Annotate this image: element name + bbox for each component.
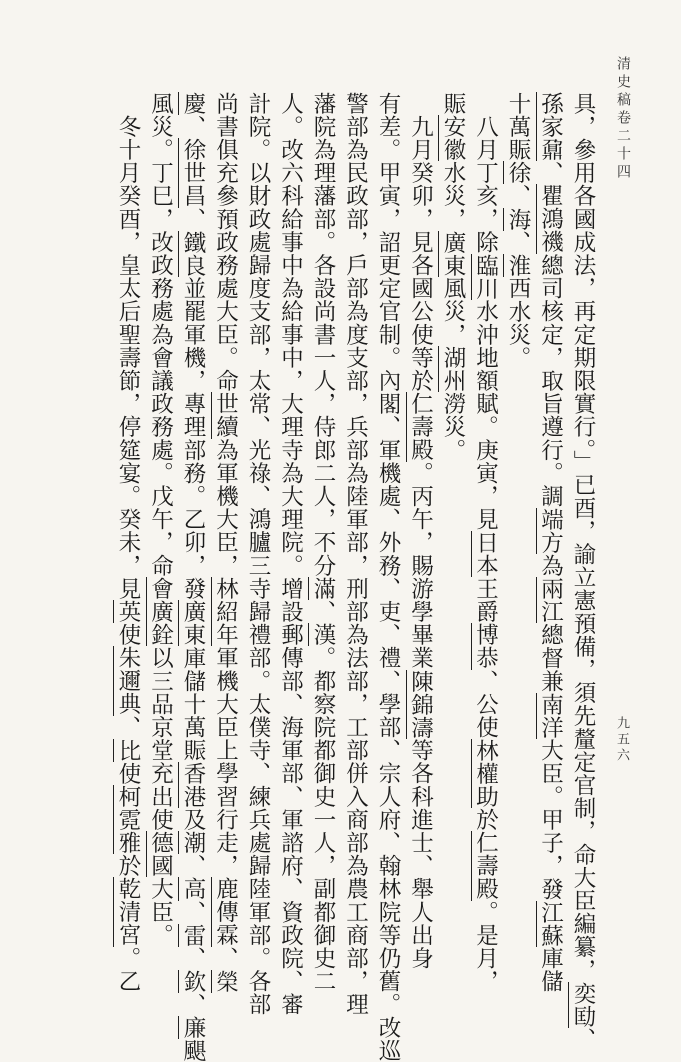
text-column	[437, 92, 470, 972]
text-column	[242, 92, 275, 1016]
proper-noun: 臨川	[472, 253, 499, 300]
proper-noun: 會廣銓	[147, 577, 174, 647]
proper-noun: 淮	[505, 253, 531, 277]
text-segment: 尚書俱充參預政務處大臣。命	[212, 92, 239, 393]
text-segment: 大臣。甲子，發	[537, 738, 564, 901]
text-segment: 風災，	[440, 276, 466, 347]
text-segment: 使	[115, 623, 141, 647]
text-segment: 水沖地額賦。庚寅，見	[472, 299, 499, 531]
proper-noun: 鹿傳霖	[212, 877, 239, 947]
proper-noun: 林紹年	[212, 577, 239, 647]
text-column	[502, 92, 535, 972]
proper-noun: 徐	[505, 161, 531, 185]
text-segment: 十萬賑	[505, 92, 531, 162]
text-segment: 並罷軍機，專理部務。乙卯，發	[180, 276, 206, 601]
text-segment: 颶	[180, 1039, 206, 1062]
proper-noun: 徐世昌	[180, 138, 206, 208]
text-segment: 王爵	[472, 577, 499, 624]
text-segment: 。乙	[115, 946, 141, 993]
text-segment: 總督兼	[537, 623, 564, 693]
proper-noun: 兩江	[537, 577, 564, 624]
text-column	[372, 92, 405, 1062]
proper-noun: 孫家鼐	[537, 92, 564, 162]
proper-noun: 江蘇	[537, 900, 564, 947]
text-segment: 。丙午，賜游學畢業	[407, 461, 434, 670]
text-column	[274, 92, 307, 1016]
proper-noun: 端方	[537, 507, 564, 555]
page-number: 九五六	[614, 716, 629, 764]
proper-noun: 林權助	[472, 738, 499, 809]
proper-noun: 瞿鴻禨	[537, 184, 564, 254]
proper-noun: 滿	[310, 577, 336, 601]
text-column	[177, 92, 210, 1062]
text-segment: 、	[180, 854, 206, 878]
text-segment: 、	[180, 900, 206, 924]
text-segment: 。都察院都御史一人，副都御史二	[310, 646, 336, 993]
text-segment: 八月丁亥，除	[472, 92, 499, 254]
text-column	[144, 92, 177, 972]
proper-noun: 廉	[180, 1016, 206, 1040]
proper-noun: 湖州	[440, 346, 466, 393]
text-segment: 為	[537, 554, 564, 578]
text-column	[339, 92, 372, 1016]
text-segment: 九月癸卯，見各國公使等於	[407, 92, 434, 393]
text-segment: 使	[115, 761, 141, 786]
text-segment: 西水災。	[505, 276, 531, 370]
text-segment: 澇災。	[440, 392, 466, 462]
text-segment: 具，參用各國成法，再定期限實行。」已酉，諭立憲預備，須先釐定官制，命大臣編纂，	[570, 92, 596, 982]
proper-noun: 世續	[212, 392, 239, 439]
proper-noun: 奕劻	[570, 981, 596, 1028]
running-title: 清史稿卷二十四	[615, 56, 631, 182]
proper-noun: 欽	[180, 969, 206, 994]
proper-noun: 柯霓雅	[115, 785, 141, 855]
proper-noun: 慶	[180, 92, 206, 116]
proper-noun: 比	[115, 738, 141, 762]
text-segment: 人。改六科給事中為給事中，大理寺為大理院。增設郵傳部、海軍部、軍諮府、資政院、審	[277, 92, 304, 1016]
proper-noun: 漢	[310, 623, 336, 647]
text-segment: 警部為民政部，戶部為度支部，兵部為陸軍部，刑部為法部，工部併入商部為農工商部，理	[342, 92, 369, 1016]
text-column	[567, 92, 600, 1051]
text-segment: 有差。甲寅，詔更定官制。內閣、軍機處、外務、吏、禮、學部、宗人府、翰林院等仍舊。改巡	[375, 92, 401, 1062]
text-segment: 調	[537, 484, 564, 508]
text-column	[534, 92, 567, 993]
text-segment: 、	[537, 161, 564, 185]
proper-noun: 香港	[180, 761, 206, 809]
proper-noun: 南洋	[537, 692, 564, 739]
text-segment: 藩院為理藩部。各設尚書一人，侍郎二人，不分	[310, 92, 336, 578]
proper-noun: 博恭	[472, 623, 499, 670]
proper-noun: 德國	[147, 831, 174, 878]
text-segment: 水災，	[440, 161, 466, 231]
proper-noun: 海	[505, 207, 531, 231]
text-segment: 、	[180, 993, 206, 1017]
text-segment: 冬十月癸酉，皇太后聖壽節，停筵宴。癸未，見	[115, 92, 141, 601]
proper-noun: 高	[180, 877, 206, 901]
text-segment: 、	[180, 207, 206, 231]
text-segment: 賑	[440, 92, 466, 116]
proper-noun: 鐵良	[180, 230, 206, 277]
proper-noun: 仁壽殿	[407, 392, 434, 462]
text-column	[307, 92, 340, 993]
text-segment: 、	[115, 715, 141, 739]
text-segment: 於	[472, 808, 499, 832]
text-column	[112, 92, 145, 993]
proper-noun: 廣東	[440, 230, 466, 277]
text-segment: 風災。丁巳，改政務處為會議政務處。戊午，命	[147, 92, 174, 578]
text-segment: 、	[505, 184, 531, 208]
text-segment: 為軍機大臣，	[212, 438, 239, 578]
text-segment: 大臣。	[147, 877, 174, 947]
text-segment: 以三品京堂充出使	[147, 646, 174, 832]
text-segment: 、公使	[472, 669, 499, 739]
text-segment: 。是月，	[472, 900, 499, 993]
text-segment: 軍機大臣上學習行走，	[212, 646, 239, 878]
proper-noun: 日本	[472, 530, 499, 578]
proper-noun: 仁壽殿	[472, 831, 499, 901]
body-text	[9, 92, 599, 1062]
proper-noun: 朱邇典	[115, 646, 141, 716]
proper-noun: 榮	[212, 969, 239, 993]
text-column	[209, 92, 242, 993]
text-segment: 庫儲	[537, 946, 564, 993]
text-column	[469, 92, 502, 993]
text-segment: 、	[180, 946, 206, 970]
proper-noun: 雷	[180, 923, 206, 947]
proper-noun: 陳錦濤	[407, 669, 434, 739]
text-segment: 及	[180, 808, 206, 832]
text-segment: 、	[505, 230, 531, 254]
text-segment: 於	[115, 854, 141, 878]
text-segment: 、	[212, 946, 239, 970]
text-segment: 、	[310, 600, 336, 624]
proper-noun: 安徽	[440, 115, 466, 162]
text-segment: 等各科進士、舉人出身	[407, 738, 434, 970]
proper-noun: 英	[115, 600, 141, 624]
text-segment: 、	[570, 1027, 596, 1051]
proper-noun: 潮	[180, 831, 206, 855]
text-segment: 、	[180, 115, 206, 139]
text-segment: 庫儲十萬賑	[180, 646, 206, 762]
text-segment: 計院。以財政處歸度支部，太常、光祿、鴻臚三寺歸禮部。太僕寺、練兵處歸陸軍部。各部	[245, 92, 271, 1016]
proper-noun: 廣東	[180, 600, 206, 647]
text-segment: 總司核定，取旨遵行。	[537, 253, 564, 485]
proper-noun: 乾清宮	[115, 877, 141, 947]
text-column	[404, 92, 437, 972]
